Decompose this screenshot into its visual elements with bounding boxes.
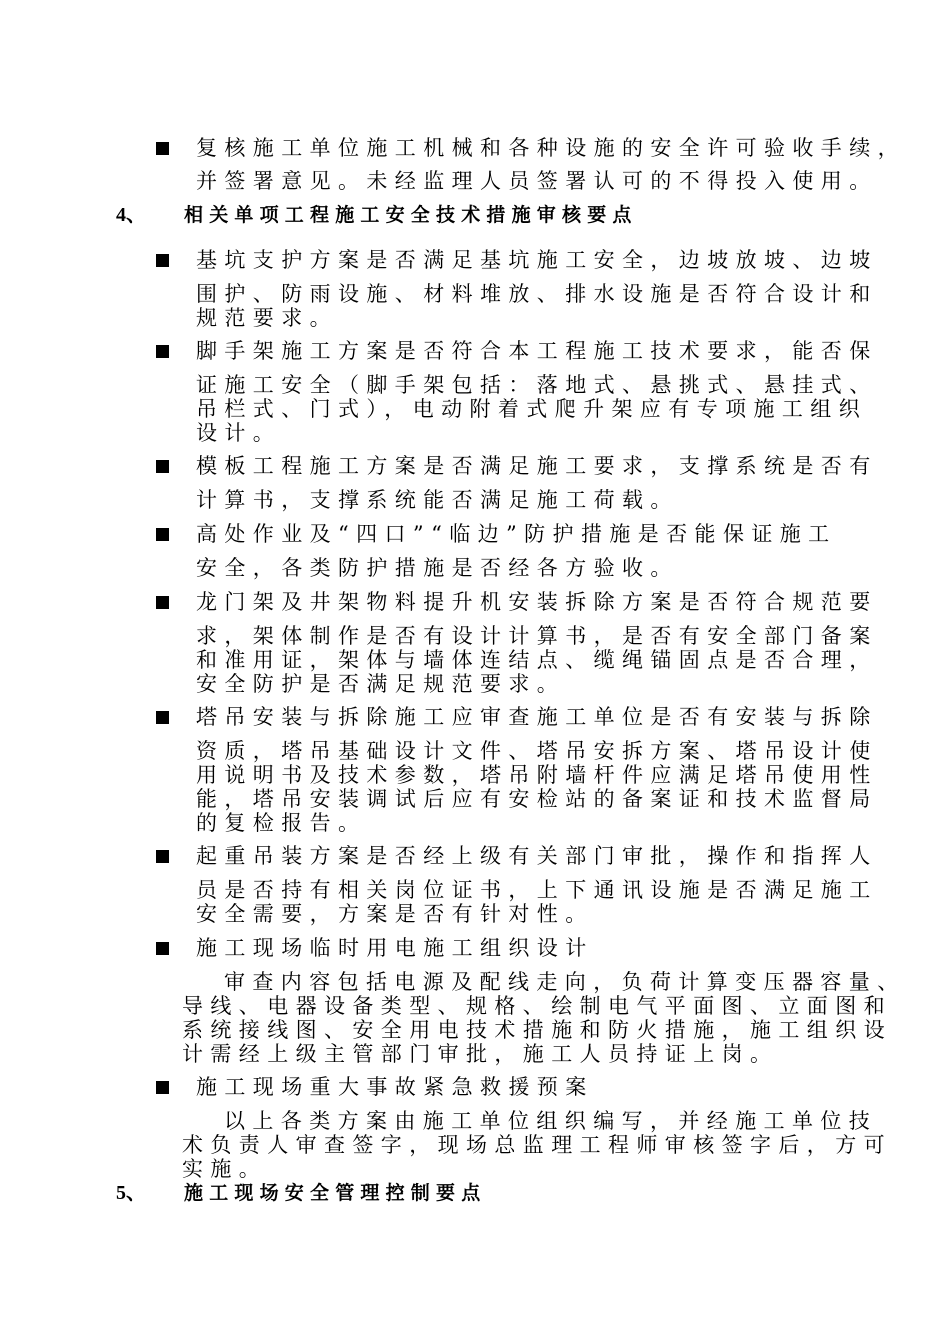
item6-line-2: 资质，塔吊基础设计文件、塔吊安拆方案、塔吊设计使 [196,739,878,763]
item5-line-4: 安全防护是否满足规范要求。 [196,672,566,696]
item8-para-line-1: 审查内容包括电源及配线走向，负荷计算变压器容量、 [224,970,906,994]
item7-line-2: 员是否持有相关岗位证书，上下通讯设施是否满足施工 [196,878,878,902]
item3-line-2: 计算书，支撑系统能否满足施工荷载。 [196,488,679,512]
item9-para-line-3: 实施。 [182,1157,268,1181]
square-bullet-icon [156,596,169,609]
item2-line-2: 证施工安全（脚手架包括：落地式、悬挑式、悬挂式、 [196,373,878,397]
item0-line-2: 并签署意见。未经监理人员签署认可的不得投入使用。 [196,169,878,193]
square-bullet-icon [156,1081,169,1094]
section4-title: 相关单项工程施工安全技术措施审核要点 [184,204,638,226]
square-bullet-icon [156,345,169,358]
item4-line-2: 安全，各类防护措施是否经各方验收。 [196,556,679,580]
item8-para-line-2: 导线、电器设备类型、规格、绘制电气平面图、立面图和 [182,994,892,1018]
item2-line-4: 设计。 [196,421,282,445]
item5-line-3: 和准用证，架体与墙体连结点、缆绳锚固点是否合理， [196,648,878,672]
item9-para-line-2: 术负责人审查签字，现场总监理工程师审核签字后，方可 [182,1133,892,1157]
section4-number: 4、 [116,204,146,226]
item1-line-3: 规范要求。 [196,306,338,330]
item7-line-1: 起重吊装方案是否经上级有关部门审批，操作和指挥人 [196,844,878,868]
item9-line-1: 施工现场重大事故紧急救援预案 [196,1075,594,1099]
item5-line-2: 求，架体制作是否有设计计算书，是否有安全部门备案 [196,624,878,648]
item5-line-1: 龙门架及井架物料提升机安装拆除方案是否符合规范要 [196,590,878,614]
square-bullet-icon [156,528,169,541]
item8-line-1: 施工现场临时用电施工组织设计 [196,936,594,960]
item7-line-3: 安全需要，方案是否有针对性。 [196,902,594,926]
item1-line-1: 基坑支护方案是否满足基坑施工安全，边坡放坡、边坡 [196,248,878,272]
item6-line-5: 的复检报告。 [196,811,367,835]
item8-para-line-4: 计需经上级主管部门审批，施工人员持证上岗。 [182,1042,779,1066]
section5-title: 施工现场安全管理控制要点 [184,1182,487,1204]
square-bullet-icon [156,460,169,473]
section5-number: 5、 [116,1182,146,1204]
item6-line-4: 能，塔吊安装调试后应有安检站的备案证和技术监督局 [196,787,878,811]
item1-line-2: 围护、防雨设施、材料堆放、排水设施是否符合设计和 [196,282,878,306]
item3-line-1: 模板工程施工方案是否满足施工要求，支撑系统是否有 [196,454,878,478]
square-bullet-icon [156,942,169,955]
item8-para-line-3: 系统接线图、安全用电技术措施和防火措施，施工组织设 [182,1018,892,1042]
square-bullet-icon [156,254,169,267]
square-bullet-icon [156,711,169,724]
item6-line-3: 用说明书及技术参数，塔吊附墙杆件应满足塔吊使用性 [196,763,878,787]
square-bullet-icon [156,142,169,155]
item4-line-1: 高处作业及“四口”“临边”防护措施是否能保证施工 [196,522,837,546]
square-bullet-icon [156,850,169,863]
item0-line-1: 复核施工单位施工机械和各种设施的安全许可验收手续， [196,136,906,160]
item2-line-3: 吊栏式、门式），电动附着式爬升架应有专项施工组织 [196,397,868,421]
item9-para-line-1: 以上各类方案由施工单位组织编写，并经施工单位技 [224,1109,878,1133]
item6-line-1: 塔吊安装与拆除施工应审查施工单位是否有安装与拆除 [196,705,878,729]
item2-line-1: 脚手架施工方案是否符合本工程施工技术要求，能否保 [196,339,878,363]
